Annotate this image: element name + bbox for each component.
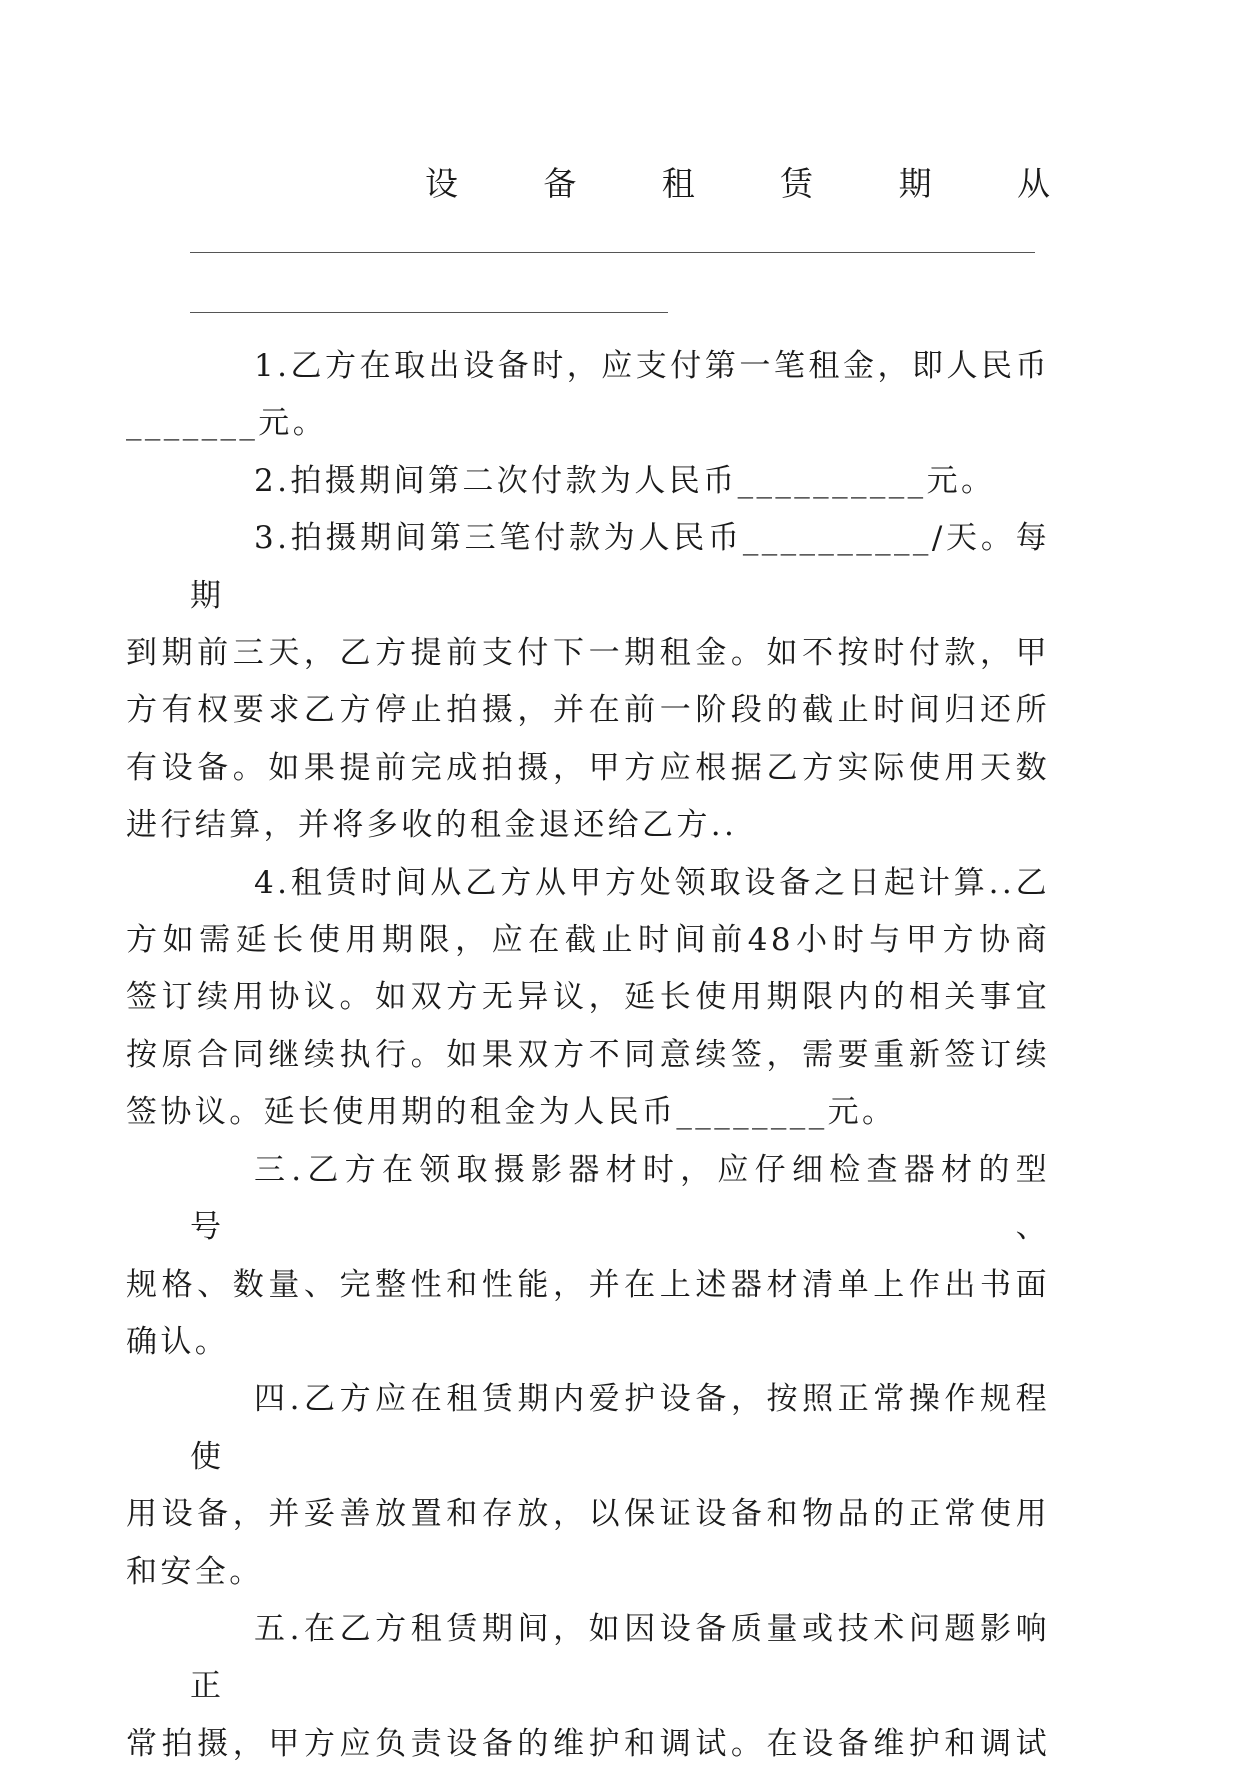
- text-line: 三.乙方在领取摄影器材时，应仔细检查器材的型号、: [190, 1151, 1050, 1246]
- paragraph-clause-four: [126, 1371, 1050, 1601]
- heading-char: 备: [543, 164, 577, 203]
- text-line: 五.在乙方租赁期间，如因设备质量或技术问题影响正: [190, 1610, 1050, 1705]
- heading-char: 从: [1016, 164, 1050, 203]
- contract-body: [126, 338, 1050, 1773]
- text-line: _______元。: [126, 405, 328, 442]
- text-line: 规格、数量、完整性和性能，并在上述器材清单上作出书面: [126, 1266, 1050, 1303]
- text-line: 按原合同继续执行。如果双方不同意续签，需要重新签订续: [126, 1036, 1050, 1073]
- text-line: 签协议。延长使用期的租金为人民币________元。: [126, 1094, 897, 1131]
- paragraph-payment-first: [126, 338, 1050, 453]
- paragraph-clause-five: [126, 1601, 1050, 1773]
- text-line: 进行结算，并将多收的租金退还给乙方..: [126, 807, 738, 844]
- text-line: 1.乙方在取出设备时，应支付第一笔租金，即人民币: [254, 348, 1050, 384]
- blank-underline: [190, 312, 668, 313]
- lease-period-heading: [425, 160, 1050, 208]
- text-line: 签订续用协议。如双方无异议，延长使用期限内的相关事宜: [126, 979, 1050, 1016]
- text-line: 用设备，并妥善放置和存放，以保证设备和物品的正常使用: [126, 1496, 1050, 1533]
- heading-char: 期: [898, 164, 932, 203]
- text-line: 方有权要求乙方停止拍摄，并在前一阶段的截止时间归还所: [126, 692, 1050, 729]
- text-line: 3.拍摄期间第三笔付款为人民币__________/天。每期: [190, 520, 1050, 614]
- text-line: 有设备。如果提前完成拍摄，甲方应根据乙方实际使用天数: [126, 749, 1050, 786]
- text-line: 常拍摄，甲方应负责设备的维护和调试。在设备维护和调试: [126, 1725, 1050, 1762]
- text-line: 方如需延长使用期限，应在截止时间前48小时与甲方协商: [126, 922, 1050, 959]
- paragraph-payment-third: [126, 510, 1050, 854]
- text-line: 确认。: [126, 1323, 230, 1360]
- heading-char: 赁: [780, 164, 814, 203]
- heading-char: 租: [661, 164, 695, 203]
- text-line: 4.租赁时间从乙方从甲方处领取设备之日起计算..乙: [254, 864, 1050, 901]
- heading-char: 设: [425, 164, 458, 203]
- paragraph-clause-three: [126, 1142, 1050, 1372]
- paragraph-payment-second: [190, 453, 1050, 510]
- text-line: 和安全。: [126, 1553, 264, 1590]
- text-line: 四.乙方应在租赁期内爱护设备，按照正常操作规程使: [190, 1381, 1050, 1475]
- blank-underline: [190, 252, 1035, 253]
- text-line: 到期前三天，乙方提前支付下一期租金。如不按时付款，甲: [126, 635, 1050, 672]
- text-line: 2.拍摄期间第二次付款为人民币__________元。: [254, 462, 996, 499]
- paragraph-lease-time: [126, 855, 1050, 1142]
